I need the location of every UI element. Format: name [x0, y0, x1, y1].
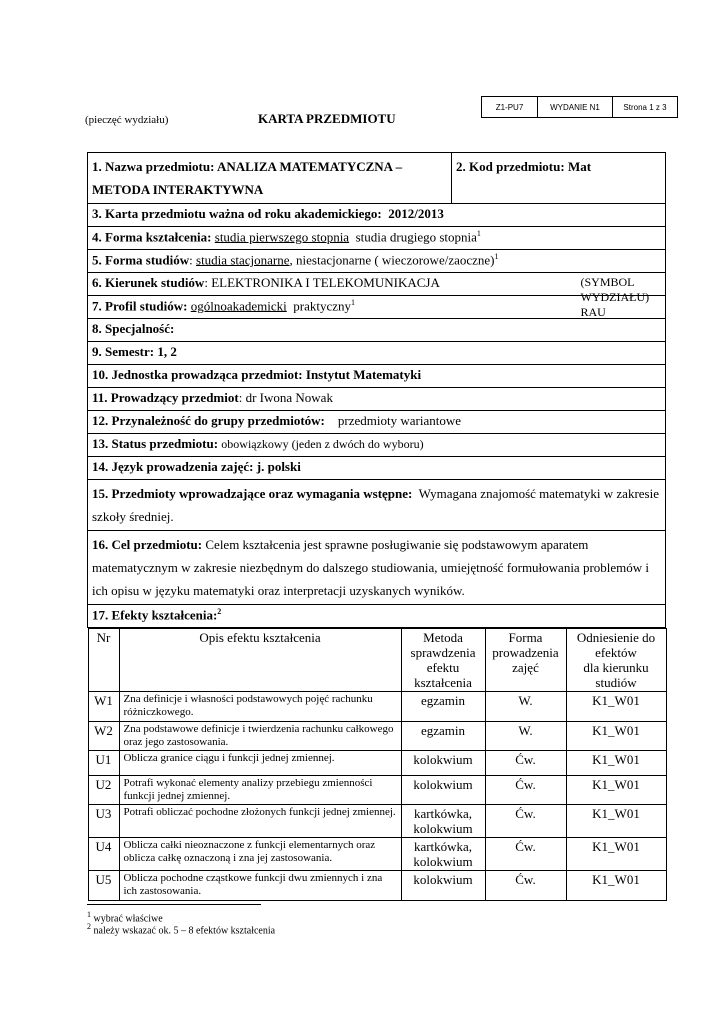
faculty-symbol: (SYMBOL WYDZIAŁU) RAU: [580, 275, 650, 319]
validity-row: [88, 204, 666, 227]
form-header-1: Forma: [508, 630, 543, 645]
method-header-2: sprawdzenia: [410, 645, 476, 660]
outcome-description: Oblicza całki nieoznaczone z funkcji elementarnych oraz oblicza całkę oznaczoną i zna jej zastosowania.: [119, 838, 401, 871]
method-header-3: efektu: [426, 660, 460, 675]
outcome-nr: U4: [88, 838, 119, 871]
study-form-option-1: studia stacjonarne: [196, 252, 290, 268]
footnote-ref: 2: [217, 607, 222, 616]
outcome-description: Zna podstawowe definicje i twierdzenia rachunku całkowego oraz jego zastosowania.: [119, 722, 401, 751]
table-row: [88, 692, 666, 722]
table-row: [88, 871, 666, 901]
education-form-option-2: studia drugiego stopnia: [355, 229, 477, 245]
col-desc-header: Opis efektu kształcenia: [119, 629, 401, 692]
prerequisites-label: 15. Przedmioty wprowadzające oraz wymagania wstępne:: [92, 486, 413, 501]
outcome-form: Ćw.: [485, 805, 566, 838]
learning-outcomes-row: [88, 605, 666, 628]
form-header-3: zajęć: [512, 660, 539, 675]
outcome-form: W.: [485, 722, 566, 751]
outcome-method: egzamin: [401, 692, 485, 722]
semester-row: [88, 342, 666, 365]
learning-outcomes-label: 17. Efekty kształcenia:: [92, 607, 218, 623]
study-form-label: 5. Forma studiów: [92, 252, 190, 268]
method-header-1: Metoda: [423, 630, 463, 645]
field-of-study-value: : ELEKTRONIKA I TELEKOMUNIKACJA: [204, 275, 440, 290]
outcome-reference: K1_W01: [566, 838, 666, 871]
col-method-header: [401, 629, 485, 692]
outcome-reference: K1_W01: [566, 805, 666, 838]
footnote-separator: [87, 904, 261, 905]
page-title: KARTA PRZEDMIOTU: [258, 111, 396, 126]
course-group-row: [88, 411, 666, 434]
outcome-description: Potrafi obliczać pochodne złożonych funkcji jednej zmiennej.: [119, 805, 401, 838]
outcome-reference: K1_W01: [566, 722, 666, 751]
study-profile-row: [88, 296, 666, 319]
outcome-reference: K1_W01: [566, 871, 666, 901]
outcome-reference: K1_W01: [566, 692, 666, 722]
col-form-header: [485, 629, 566, 692]
footnote-ref: 1: [476, 229, 481, 238]
outcomes-header-row: [88, 629, 666, 692]
unit-row: [88, 365, 666, 388]
outcome-form: Ćw.: [485, 776, 566, 805]
footnote-1-text: wybrać właściwe: [91, 913, 163, 925]
field-of-study-label: 6. Kierunek studiów: [92, 275, 205, 290]
course-code-value: Mat: [567, 159, 592, 174]
unit-label: 10. Jednostka prowadząca przedmiot: Instytut Matematyki: [92, 367, 422, 382]
outcome-reference: K1_W01: [566, 751, 666, 776]
footnote-2-mark: 2: [87, 922, 91, 931]
faculty-stamp: (pieczęć wydziału): [85, 114, 169, 126]
col-nr-header: Nr: [88, 629, 119, 692]
outcome-nr: W2: [88, 722, 119, 751]
study-form-row: 5. Forma studiów: studia stacjonarne, niestacjonarne ( wieczorowe/zaoczne)$^1$: [88, 250, 666, 273]
table-row: [88, 722, 666, 751]
study-form-rest: , niestacjonarne ( wieczorowe/zaoczne): [289, 252, 495, 268]
course-goal-row: [88, 531, 666, 605]
course-name-value-2: METODA INTERAKTYWNA: [92, 182, 264, 197]
course-goal-label: 16. Cel przedmiotu:: [92, 537, 203, 552]
specialization-label: 8. Specjalność:: [92, 321, 175, 336]
course-status-value: obowiązkowy (jeden z dwóch do wyboru): [221, 437, 424, 451]
ref-header-3: dla kierunku: [583, 660, 649, 675]
course-goal-value: Celem kształcenia jest sprawne posługiwanie się podstawowym aparatem matematycznym w zakresie niezbędnym do dalszego studiowania, umiejętność formułowania problemów i ich opisu w języku matematyki oraz interpretacji uzyskanych wyników.: [92, 537, 650, 598]
footnote-2: [87, 922, 275, 936]
validity-value: 2012/2013: [388, 206, 444, 221]
course-code-cell: [452, 153, 666, 204]
education-form-option-1: studia pierwszego stopnia: [214, 229, 350, 245]
form-header-2: prowadzenia: [492, 645, 559, 660]
outcome-nr: U5: [88, 871, 119, 901]
ref-header-4: studiów: [595, 675, 637, 690]
outcome-description: Oblicza granice ciągu i funkcji jednej zmiennej.: [119, 751, 401, 776]
outcome-form: Ćw.: [485, 871, 566, 901]
table-row: [88, 776, 666, 805]
outcome-method: kartkówka, kolokwium: [401, 838, 485, 871]
outcome-nr: W1: [88, 692, 119, 722]
method-header-4: kształcenia: [414, 675, 472, 690]
footnote-1-mark: 1: [87, 910, 91, 919]
outcome-method: kolokwium: [401, 751, 485, 776]
language-label: 14. Język prowadzenia zajęć: j. polski: [92, 459, 301, 474]
outcome-description: Oblicza pochodne cząstkowe funkcji dwu zmiennych i zna ich zastosowania.: [119, 871, 401, 901]
lecturer-value: : dr Iwona Nowak: [238, 390, 333, 405]
study-profile-label: 7. Profil studiów:: [92, 298, 188, 314]
prerequisites-value: Wymagana znajomość matematyki w zakresie szkoły średniej.: [92, 486, 659, 524]
outcome-method: kolokwium: [401, 776, 485, 805]
outcome-form: Ćw.: [485, 751, 566, 776]
outcome-reference: K1_W01: [566, 776, 666, 805]
header-code-box: [481, 96, 678, 118]
course-card-table: [87, 152, 666, 901]
outcome-form: Ćw.: [485, 838, 566, 871]
prerequisites-row: [88, 480, 666, 531]
course-group-value: przedmioty wariantowe: [337, 413, 461, 428]
specialization-row: [88, 319, 666, 342]
footnote-ref: 1: [351, 298, 356, 307]
ref-header-1: Odniesienie do: [576, 630, 656, 645]
outcome-method: egzamin: [401, 722, 485, 751]
outcome-nr: U2: [88, 776, 119, 805]
lecturer-label: 11. Prowadzący przedmiot: [92, 390, 239, 405]
outcome-method: kartkówka, kolokwium: [401, 805, 485, 838]
validity-label: 3. Karta przedmiotu ważna od roku akademickiego:: [92, 206, 382, 221]
ref-header-2: efektów: [595, 645, 637, 660]
course-name-label: 1. Nazwa przedmiotu:: [92, 159, 215, 174]
education-form-label: 4. Forma kształcenia:: [92, 229, 212, 245]
outcome-nr: U1: [88, 751, 119, 776]
course-code-label: 2. Kod przedmiotu:: [456, 159, 565, 174]
footnote-2-text: należy wskazać ok. 5 – 8 efektów kształcenia: [91, 925, 276, 937]
outcome-description: Zna definicje i własności podstawowych pojęć rachunku różniczkowego.: [119, 692, 401, 722]
col-ref-header: [566, 629, 666, 692]
page-number: Strona 1 z 3: [613, 97, 678, 118]
language-row: [88, 457, 666, 480]
course-status-row: [88, 434, 666, 457]
edition: WYDANIE N1: [538, 97, 613, 118]
outcome-method: kolokwium: [401, 871, 485, 901]
outcome-nr: U3: [88, 805, 119, 838]
course-name-cell: [88, 153, 452, 204]
education-form-row: [88, 227, 666, 250]
course-name-value-1: ANALIZA MATEMATYCZNA –: [216, 159, 403, 174]
lecturer-row: [88, 388, 666, 411]
form-code: Z1-PU7: [482, 97, 538, 118]
semester-label: 9. Semestr: 1, 2: [92, 344, 177, 359]
course-status-label: 13. Status przedmiotu:: [92, 436, 219, 451]
course-group-label: 12. Przynależność do grupy przedmiotów:: [92, 413, 325, 428]
outcome-form: W.: [485, 692, 566, 722]
footnote-ref: 1: [494, 252, 499, 261]
study-profile-option-2: praktyczny: [293, 298, 352, 314]
table-row: [88, 838, 666, 871]
study-profile-option-1: ogólnoakademicki: [190, 298, 287, 314]
table-row: [88, 805, 666, 838]
outcome-description: Potrafi wykonać elementy analizy przebiegu zmienności funkcji jednej zmiennej.: [119, 776, 401, 805]
table-row: [88, 751, 666, 776]
outcomes-table: [88, 628, 667, 901]
